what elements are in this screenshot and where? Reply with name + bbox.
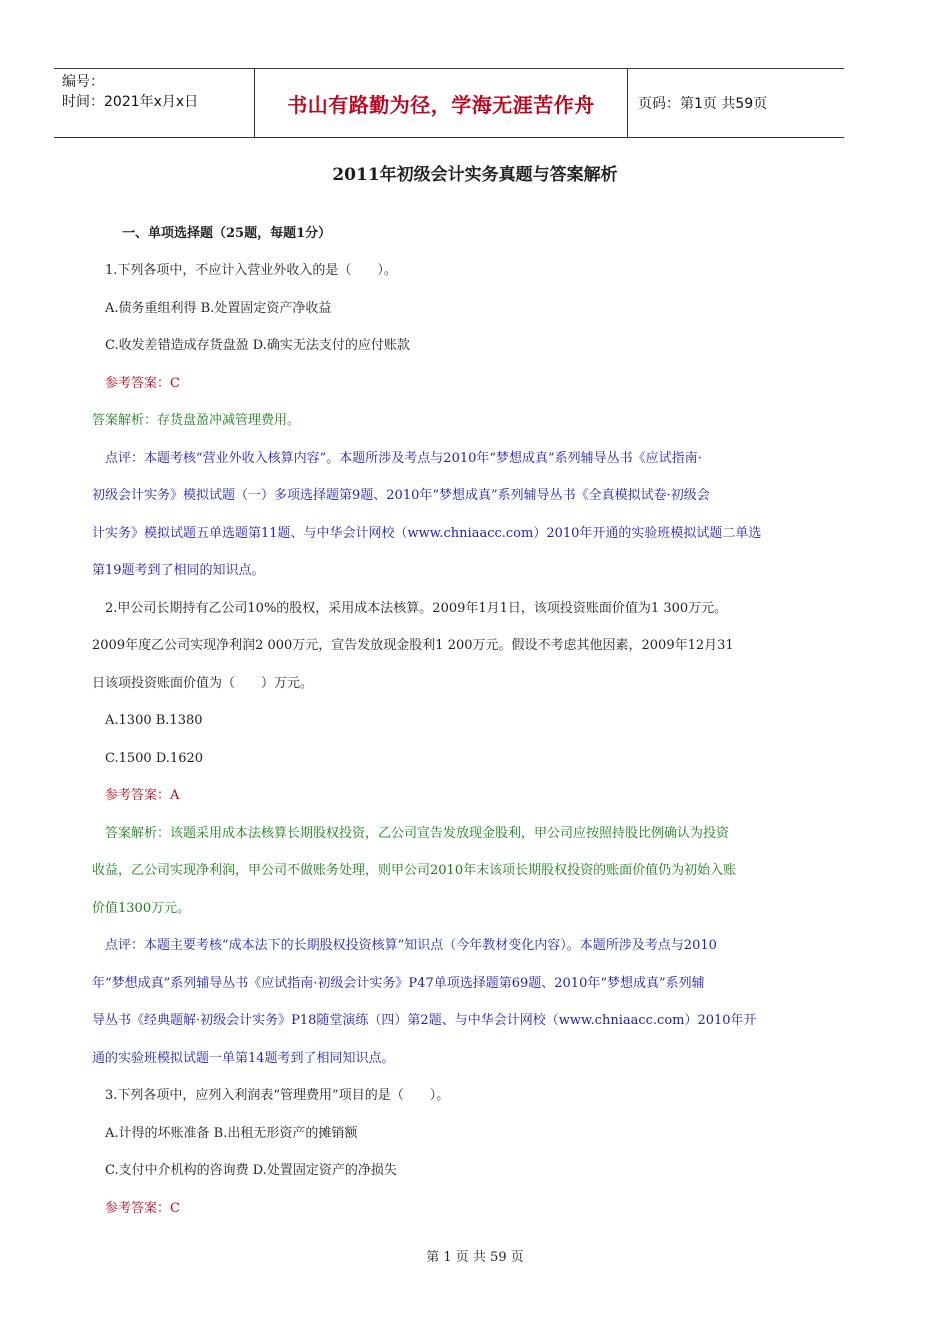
answer-explanation: 答案解析：该题采用成本法核算长期股权投资，乙公司宣告发放现金股利，甲公司应按照持股比例确认为投资	[105, 825, 730, 841]
answer-explanation: 价值1300万元。	[92, 900, 191, 916]
header-page-info: 页码：第1页 共59页	[638, 96, 768, 112]
question-text: 3.下列各项中，应列入利润表“管理费用”项目的是（ ）。	[105, 1088, 450, 1103]
page-footer: 第 1 页 共 59 页	[426, 1250, 524, 1265]
document-number-label: 编号：	[62, 74, 104, 90]
header-page-info-cell	[628, 69, 844, 137]
comment-text: 初级会计实务》模拟试题（一）多项选择题第9题、2010年“梦想成真”系列辅导丛书《全真模拟试卷·初级会	[92, 488, 710, 503]
question-text: 2009年度乙公司实现净利润2 000万元，宣告发放现金股利1 200万元。假设不考虑其他因素，2009年12月31	[92, 638, 734, 653]
document-title: 2011年初级会计实务真题与答案解析	[332, 165, 618, 185]
comment-text: 导丛书《经典题解·初级会计实务》P18随堂演练（四）第2题、与中华会计网校（www.chniaacc.com）2010年开	[92, 1013, 757, 1028]
answer-options: C.1500 D.1620	[105, 750, 204, 766]
answer-options: A.1300 B.1380	[105, 713, 203, 728]
reference-answer: 参考答案：C	[105, 375, 180, 391]
comment-text: 点评：本题主要考核“成本法下的长期股权投资核算”知识点（今年教材变化内容）。本题所涉及考点与2010	[105, 938, 717, 953]
header-meta	[54, 69, 254, 137]
question-text: 日该项投资账面价值为（ ）万元。	[92, 675, 314, 691]
reference-answer: 参考答案：A	[105, 788, 180, 803]
comment-text: 第19题考到了相同的知识点。	[92, 563, 265, 578]
comment-text: 计实务》模拟试题五单选题第11题、与中华会计网校（www.chniaacc.com）2010年开通的实验班模拟试题二单选	[92, 525, 762, 541]
reference-answer: 参考答案：C	[105, 1200, 180, 1216]
answer-explanation: 收益，乙公司实现净利润，甲公司不做账务处理，则甲公司2010年末该项长期股权投资的账面价值仍为初始入账	[92, 863, 737, 878]
answer-options: A.计得的坏账准备 B.出租无形资产的摊销额	[105, 1125, 358, 1141]
document-time-label: 时间：2021年x月x日	[62, 94, 199, 110]
comment-text: 年“梦想成真”系列辅导丛书《应试指南·初级会计实务》P47单项选择题第69题、2010年“梦想成真”系列辅	[92, 975, 705, 991]
question-text: 2.甲公司长期持有乙公司10%的股权，采用成本法核算。2009年1月1日，该项投资账面价值为1 300万元。	[105, 600, 728, 616]
header-motto: 书山有路勤为径，学海无涯苦作舟	[287, 92, 595, 117]
answer-options: C.收发差错造成存货盘盈 D.确实无法支付的应付账款	[105, 338, 410, 353]
answer-options: C.支付中介机构的咨询费 D.处置固定资产的净损失	[105, 1163, 397, 1178]
question-text: 1.下列各项中，不应计入营业外收入的是（ ）。	[105, 263, 397, 278]
answer-options: A.债务重组利得 B.处置固定资产净收益	[105, 300, 332, 316]
header-motto-cell	[254, 69, 628, 137]
comment-text: 点评：本题考核“营业外收入核算内容”。本题所涉及考点与2010年“梦想成真”系列辅导丛书《应试指南·	[105, 450, 702, 466]
document-body	[92, 252, 822, 1227]
comment-text: 通的实验班模拟试题一单第14题考到了相同知识点。	[92, 1050, 395, 1066]
answer-explanation: 答案解析：存货盘盈冲减管理费用。	[92, 413, 301, 428]
page-header	[54, 68, 844, 138]
section-heading: 一、单项选择题（25题，每题1分）	[122, 226, 332, 241]
